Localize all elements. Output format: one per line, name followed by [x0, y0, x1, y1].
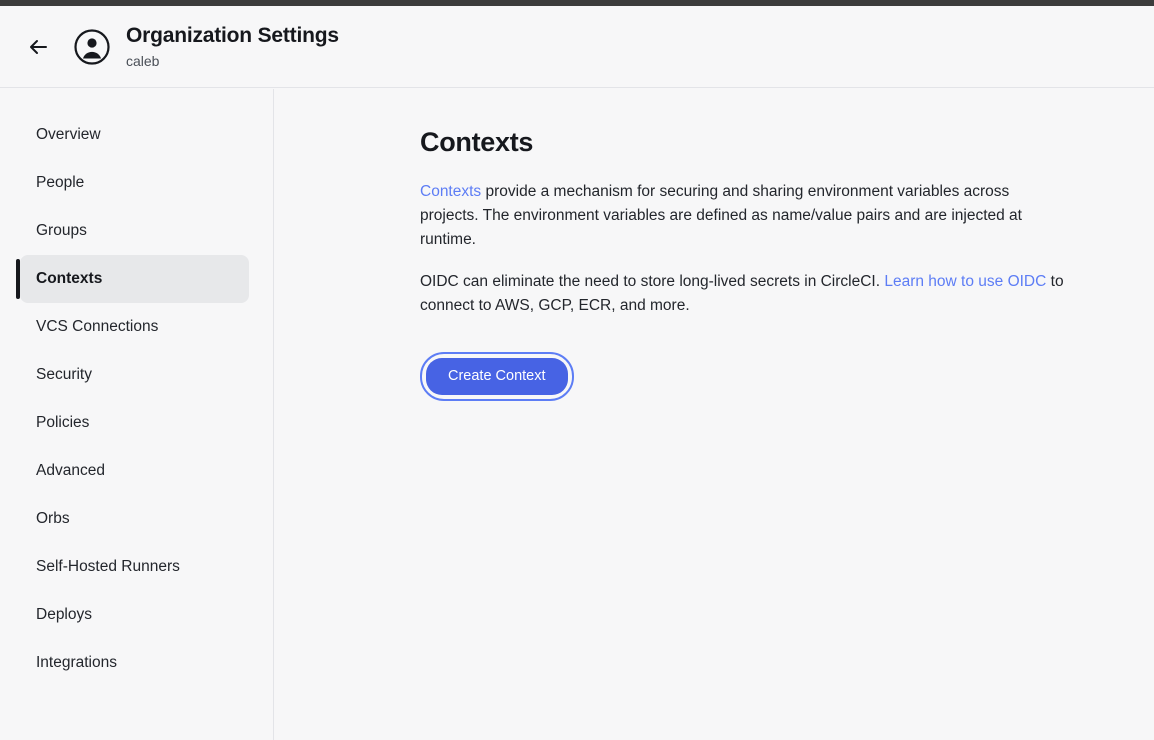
- sidebar-item-policies[interactable]: [20, 399, 249, 447]
- sidebar-item-security[interactable]: [20, 351, 249, 399]
- sidebar-item-label: Integrations: [36, 654, 117, 671]
- sidebar-item-advanced[interactable]: [20, 447, 249, 495]
- header-text-block: [126, 24, 339, 68]
- sidebar-item-contexts[interactable]: [20, 255, 249, 303]
- contexts-heading: Contexts: [420, 127, 534, 157]
- contexts-description-text: provide a mechanism for securing and sharing environment variables across projects. The environment variables are defined as name/value pairs and are injected at runtime.: [420, 183, 1022, 248]
- sidebar-item-label: Overview: [36, 126, 101, 143]
- sidebar-item-label: VCS Connections: [36, 318, 159, 335]
- sidebar-item-groups[interactable]: [20, 207, 249, 255]
- arrow-left-icon: [27, 36, 49, 58]
- user-avatar-icon: [74, 29, 110, 65]
- contexts-doc-link[interactable]: Contexts: [420, 183, 482, 200]
- sidebar-item-integrations[interactable]: [20, 639, 249, 687]
- back-button[interactable]: [16, 25, 60, 69]
- sidebar-item-people[interactable]: [20, 159, 249, 207]
- page-header: [0, 6, 1154, 88]
- sidebar-item-vcs-connections[interactable]: [20, 303, 249, 351]
- sidebar-item-label: People: [36, 174, 85, 191]
- sidebar-item-orbs[interactable]: [20, 495, 249, 543]
- org-name: caleb: [126, 52, 160, 69]
- create-context-button[interactable]: Create Context: [426, 358, 568, 395]
- create-context-focus-ring: [420, 352, 574, 401]
- contexts-description-paragraph: [420, 180, 1065, 252]
- sidebar-item-label: Contexts: [36, 270, 103, 287]
- sidebar-item-label: Security: [36, 366, 92, 383]
- sidebar-item-label: Policies: [36, 414, 90, 431]
- sidebar-item-label: Advanced: [36, 462, 105, 479]
- oidc-text-before: OIDC can eliminate the need to store long-lived secrets in CircleCI.: [420, 273, 885, 290]
- oidc-description-paragraph: [420, 270, 1065, 318]
- sidebar-item-label: Groups: [36, 222, 87, 239]
- sidebar-item-label: Orbs: [36, 510, 70, 527]
- sidebar-item-self-hosted-runners[interactable]: [20, 543, 249, 591]
- sidebar-item-label: Self-Hosted Runners: [36, 558, 180, 575]
- oidc-text-after: to connect to AWS, GCP, ECR, and more.: [420, 273, 1064, 314]
- sidebar-item-overview[interactable]: [20, 111, 249, 159]
- settings-sidebar: [0, 89, 274, 740]
- sidebar-item-deploys[interactable]: [20, 591, 249, 639]
- sidebar-item-label: Deploys: [36, 606, 92, 623]
- oidc-learn-link[interactable]: Learn how to use OIDC: [884, 273, 1047, 290]
- main-content: [275, 89, 1154, 740]
- page-title: Organization Settings: [126, 24, 339, 48]
